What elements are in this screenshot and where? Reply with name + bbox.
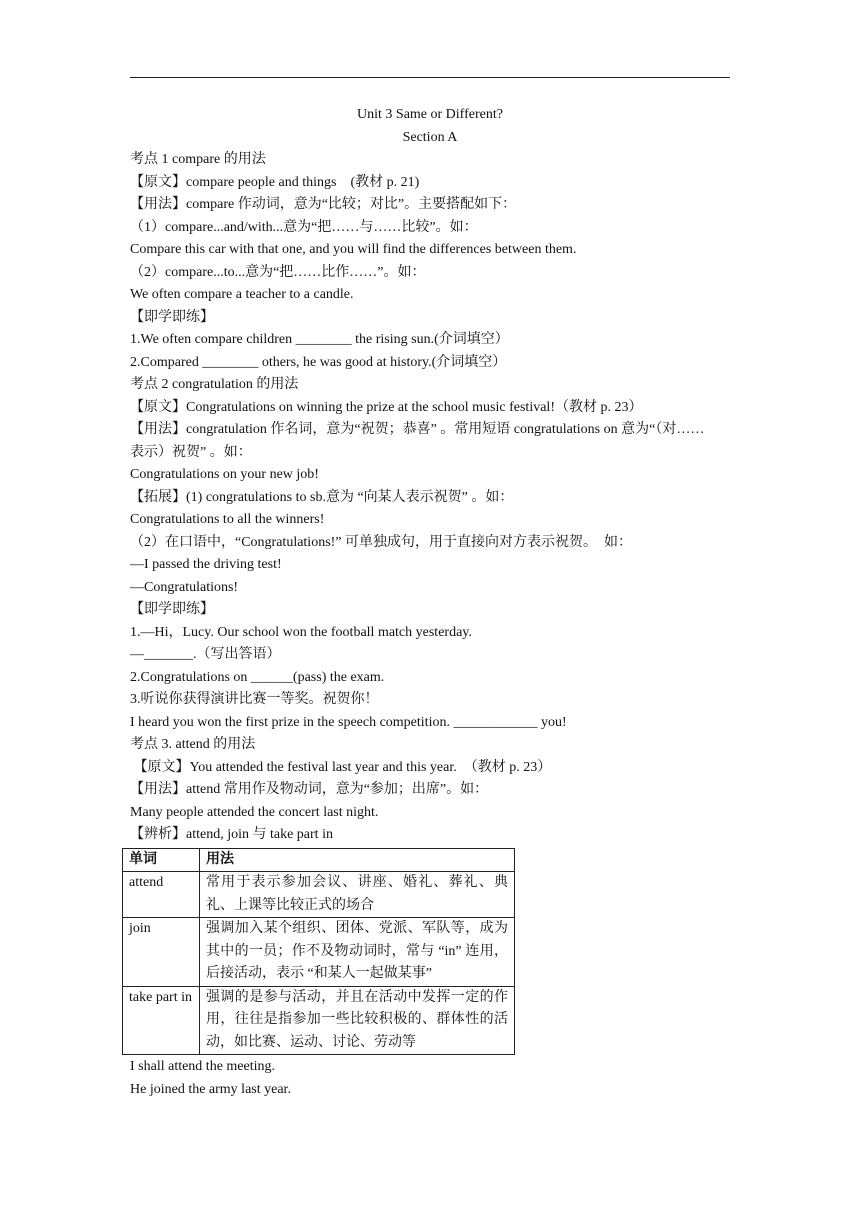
text-line: 【原文】Congratulations on winning the prize at the school music festival!（教材 p. 23）: [130, 399, 643, 415]
doc-title: Unit 3 Same or Different?: [357, 107, 503, 122]
text-line: Compare this car with that one, and you will find the differences between them.: [130, 242, 577, 257]
text-line: I shall attend the meeting.: [130, 1059, 276, 1074]
text-line: Congratulations to all the winners!: [130, 512, 325, 527]
text-line: He joined the army last year.: [130, 1081, 291, 1097]
text-line: 【辨析】attend, join 与 take part in: [130, 827, 333, 842]
document-body: [130, 104, 730, 1101]
table-body: [123, 872, 515, 1055]
doc-subtitle: Section A: [402, 129, 458, 145]
text-line: We often compare a teacher to a candle.: [130, 287, 354, 302]
text-line: 3.听说你获得演讲比赛一等奖。祝贺你！: [130, 692, 379, 707]
text-line: 1.—Hi，Lucy. Our school won the football match yesterday.: [130, 624, 472, 640]
text-line: 【用法】compare 作动词，意为“比较；对比”。主要搭配如下：: [130, 197, 517, 212]
text-line: 1.We often compare children ________ the rising sun.(介词填空）: [130, 332, 509, 347]
section-part1: [130, 149, 730, 847]
text-line: 考点 1 compare 的用法: [130, 152, 266, 167]
section-part2: [130, 1056, 730, 1101]
header-rule: [130, 77, 730, 78]
text-line: （1）compare...and/with...意为“把……与……比较”。如：: [130, 219, 478, 235]
text-line: —I passed the driving test!: [130, 557, 282, 572]
text-line: I heard you won the first prize in the speech competition. ____________ you!: [130, 714, 567, 730]
table-cell-word: take part in: [123, 986, 200, 1055]
usage-table: [122, 848, 515, 1056]
text-line: 2.Congratulations on ______(pass) the exam.: [130, 669, 385, 685]
table-cell-usage: 常用于表示参加会议、讲座、婚礼、葬礼、典礼、上课等比较正式的场合: [200, 872, 515, 918]
text-line: 考点 3. attend 的用法: [130, 737, 256, 752]
text-line: 【即学即练】: [130, 309, 214, 325]
table-header-usage: 用法: [200, 848, 515, 872]
table-cell-usage: 强调加入某个组织、团体、党派、军队等，成为其中的一员；作不及物动词时，常与 “in” 连用，后接活动，表示 “和某人一起做某事”: [200, 918, 515, 987]
text-line: 考点 2 congratulation 的用法: [130, 377, 299, 392]
text-line: 【原文】You attended the festival last year and this year. （教材 p. 23）: [130, 759, 552, 775]
text-line: （2）在口语中，“Congratulations!” 可单独成句，用于直接向对方表示祝贺。 如：: [130, 534, 633, 550]
table-header-word: 单词: [123, 848, 200, 872]
table-row: [123, 918, 515, 987]
text-line: 【用法】congratulation 作名词，意为“祝贺；恭喜” 。常用短语 congratulations on 意为“（对……: [130, 422, 705, 437]
text-line: Many people attended the concert last night.: [130, 804, 379, 820]
text-line: —Congratulations!: [130, 579, 239, 595]
text-line: 【用法】attend 常用作及物动词，意为“参加；出席”。如：: [130, 782, 489, 797]
text-line: 【拓展】(1) congratulations to sb.意为 “向某人表示祝贺” 。如：: [130, 489, 514, 505]
table-cell-word: attend: [123, 872, 200, 918]
table-header-row: [123, 848, 515, 872]
table-cell-word: join: [123, 918, 200, 987]
table-row: [123, 986, 515, 1055]
text-line: 【即学即练】: [130, 602, 214, 617]
text-line: 2.Compared ________ others, he was good at history.(介词填空）: [130, 354, 507, 370]
table-row: [123, 872, 515, 918]
table-cell-usage: 强调的是参与活动，并且在活动中发挥一定的作用，往往是指参加一些比较积极的、群体性的活动，如比赛、运动、讨论、劳动等: [200, 986, 515, 1055]
text-line: Congratulations on your new job!: [130, 467, 319, 482]
text-line: —_______.（写出答语）: [130, 647, 281, 662]
text-line: 【原文】compare people and things (教材 p. 21): [130, 174, 420, 190]
text-line: （2）compare...to...意为“把……比作……”。如：: [130, 264, 426, 280]
text-line: 表示）祝贺” 。如：: [130, 444, 252, 460]
